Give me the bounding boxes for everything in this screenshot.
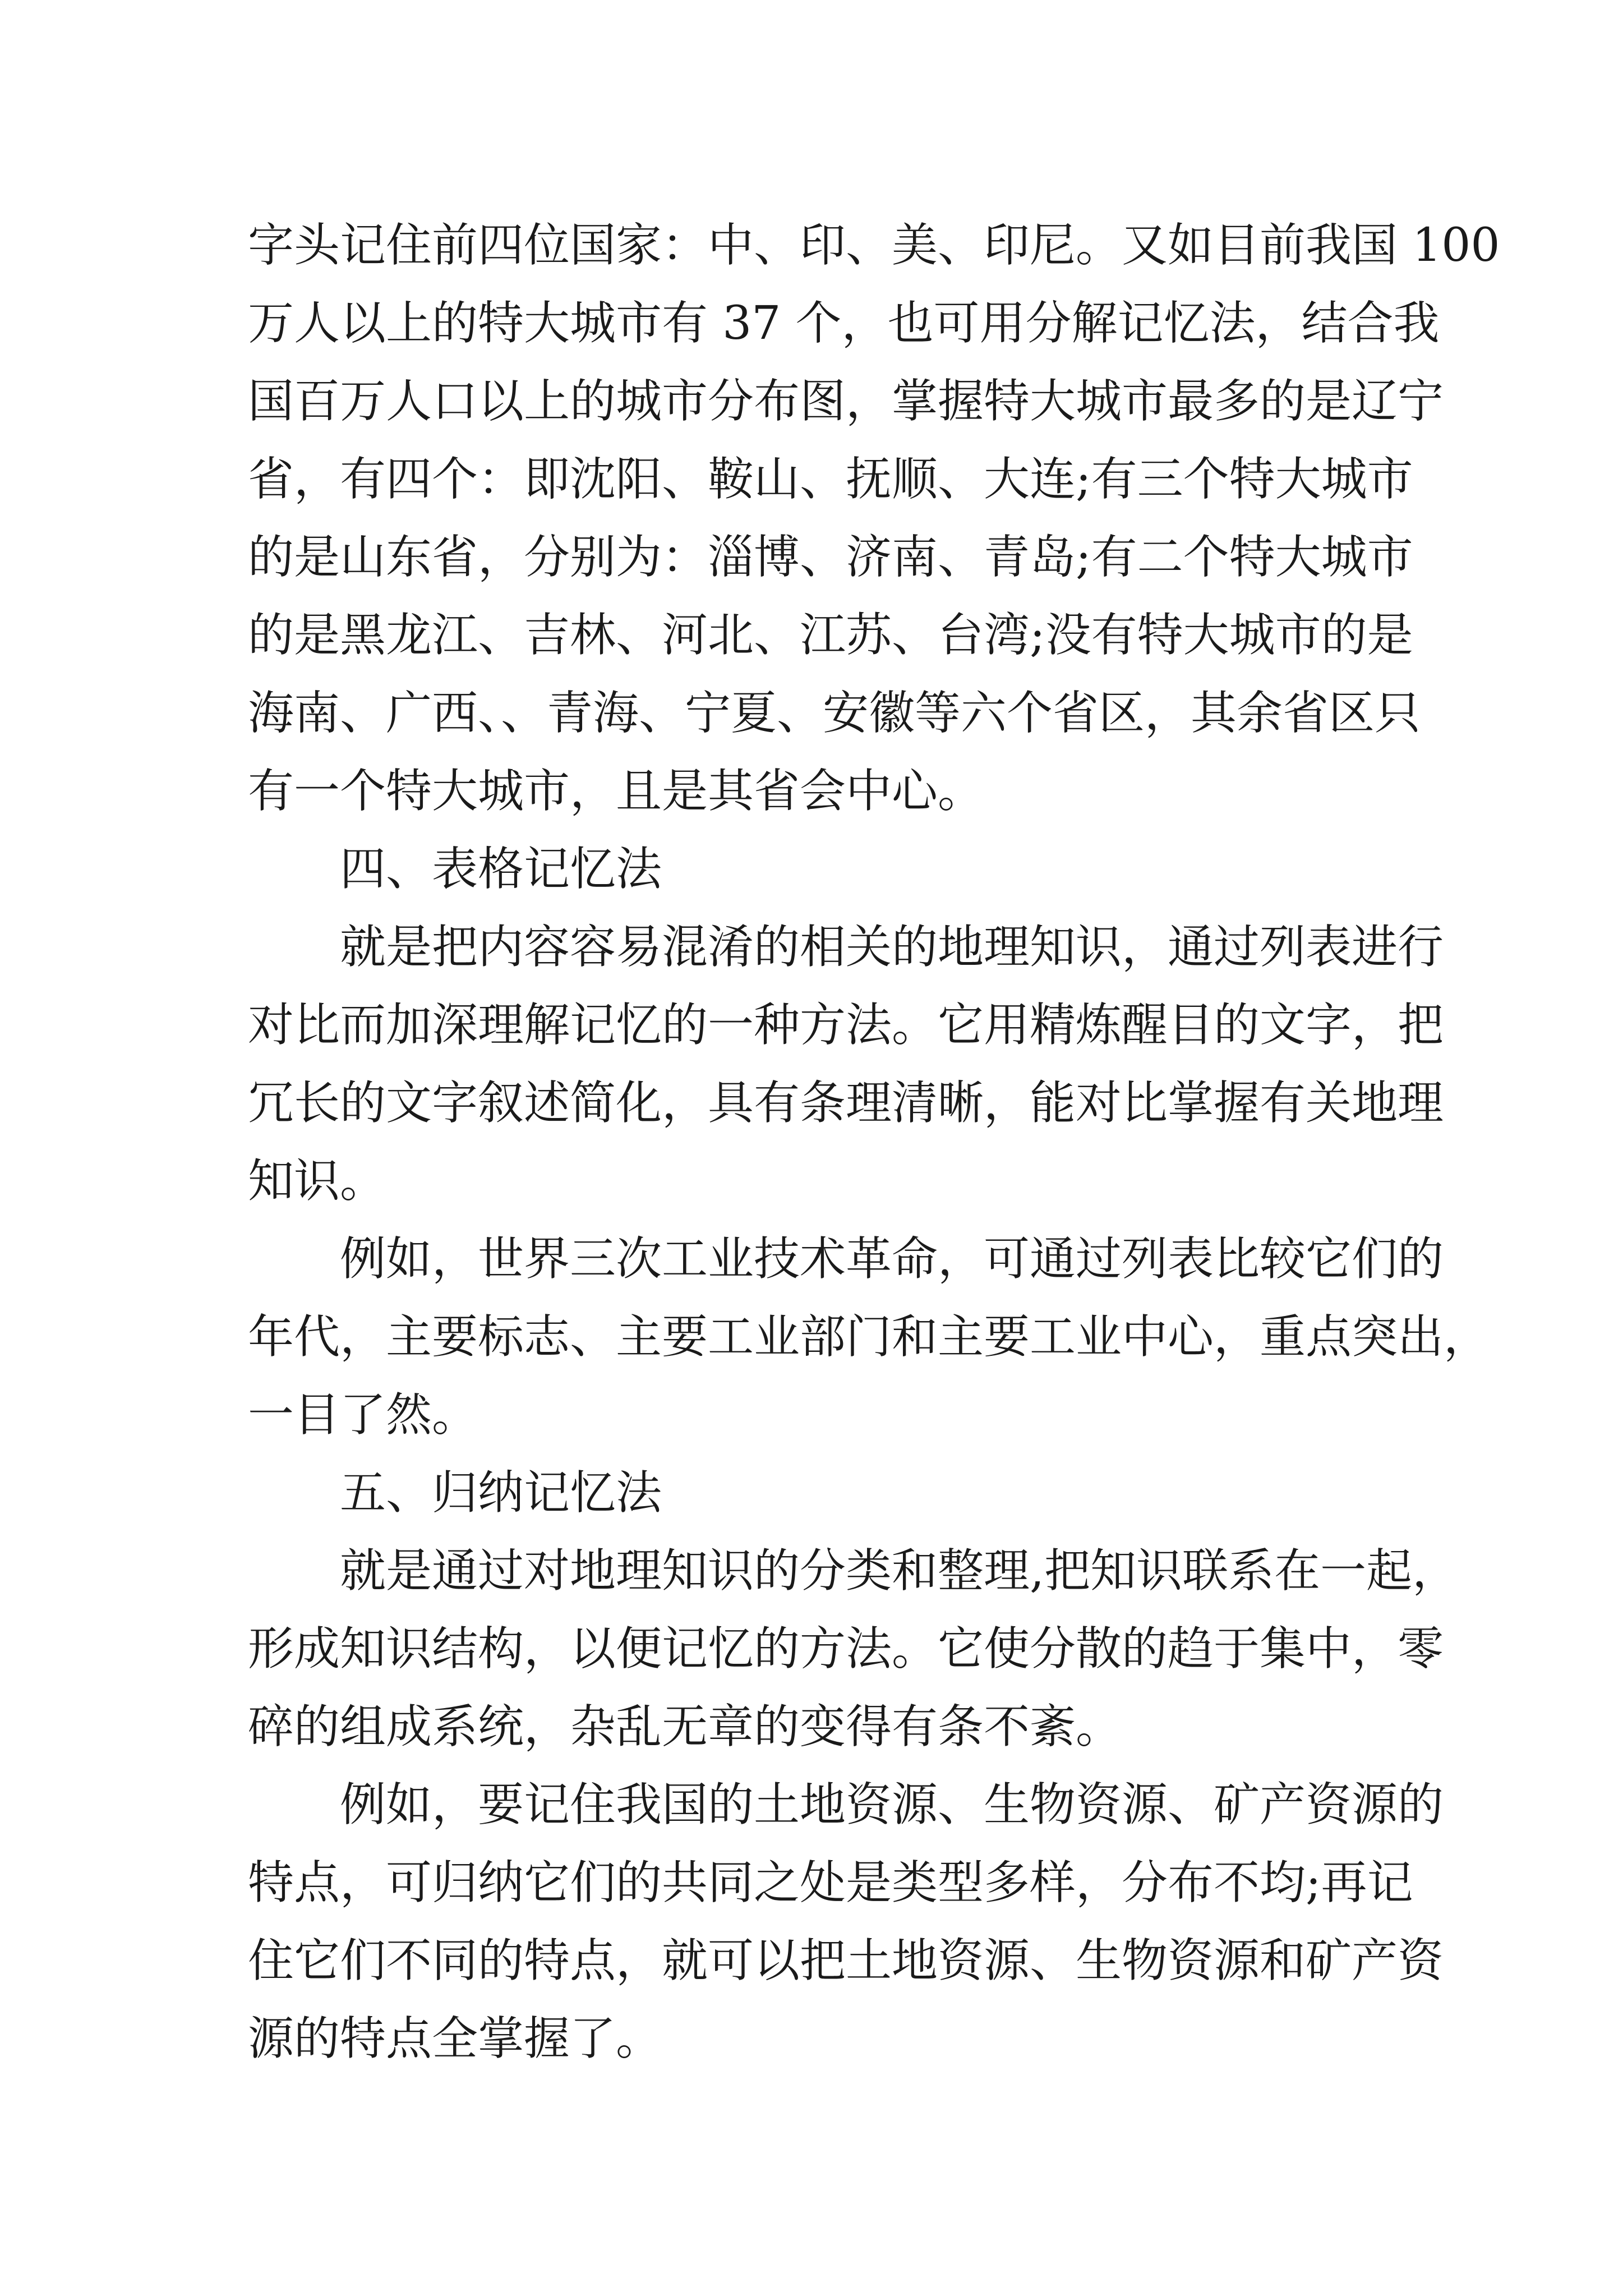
text-line: 住它们不同的特点，就可以把土地资源、生物资源和矿产资 — [248, 1934, 1444, 1987]
heading-text: 五、归纳记忆法 — [340, 1466, 662, 1520]
paragraph-induction-definition — [248, 1532, 1459, 1766]
text-line: 有一个特大城市，且是其省会中心。 — [248, 765, 984, 818]
text-line: 源的特点全掌握了。 — [248, 2012, 662, 2065]
paragraph-table-definition — [248, 908, 1444, 1220]
paragraph-induction-example — [248, 1766, 1444, 2078]
text-line: 碎的组成系统，杂乱无章的变得有条不紊。 — [248, 1700, 1122, 1754]
text-line: 海南、广西、、青海、宁夏、安徽等六个省区，其余省区只 — [248, 687, 1421, 740]
text-line: 知识。 — [248, 1154, 386, 1208]
text-line: 例如，要记住我国的土地资源、生物资源、矿产资源的 — [340, 1778, 1444, 1832]
paragraph-table-example — [248, 1220, 1490, 1454]
text-line: 的是黑龙江、吉林、河北、江苏、台湾;没有特大城市的是 — [248, 609, 1413, 662]
text-line: 国百万人口以上的城市分布图，掌握特大城市最多的是辽宁 — [248, 375, 1444, 428]
text-line: 一目了然。 — [248, 1388, 478, 1442]
section-heading-induction-memory — [248, 1454, 1389, 1532]
text-line: 字头记住前四位国家：中、印、美、印尼。又如目前我国 100 — [248, 219, 1500, 272]
text-line: 省，有四个：即沈阳、鞍山、抚顺、大连;有三个特大城市 — [248, 453, 1413, 506]
heading-text: 四、表格记忆法 — [340, 843, 662, 896]
text-line: 形成知识结构，以便记忆的方法。它使分散的趋于集中，零 — [248, 1622, 1444, 1676]
text-line: 就是把内容容易混淆的相关的地理知识，通过列表进行 — [340, 921, 1444, 974]
text-line: 年代，主要标志、主要工业部门和主要工业中心，重点突出， — [248, 1310, 1490, 1364]
paragraph-city-memory — [248, 206, 1500, 830]
text-line: 冗长的文字叙述简化，具有条理清晰，能对比掌握有关地理 — [248, 1076, 1444, 1130]
text-line: 就是通过对地理知识的分类和整理,把知识联系在一起， — [340, 1544, 1459, 1598]
document-body — [248, 206, 1500, 2078]
text-line: 万人以上的特大城市有 37 个，也可用分解记忆法，结合我 — [248, 297, 1440, 350]
text-line: 对比而加深理解记忆的一种方法。它用精炼醒目的文字，把 — [248, 999, 1444, 1052]
text-line: 特点，可归纳它们的共同之处是类型多样，分布不均;再记 — [248, 1856, 1413, 1910]
text-line: 例如，世界三次工业技术革命，可通过列表比较它们的 — [340, 1232, 1444, 1286]
text-line: 的是山东省，分别为：淄博、济南、青岛;有二个特大城市 — [248, 531, 1413, 584]
section-heading-table-memory — [248, 830, 1389, 908]
